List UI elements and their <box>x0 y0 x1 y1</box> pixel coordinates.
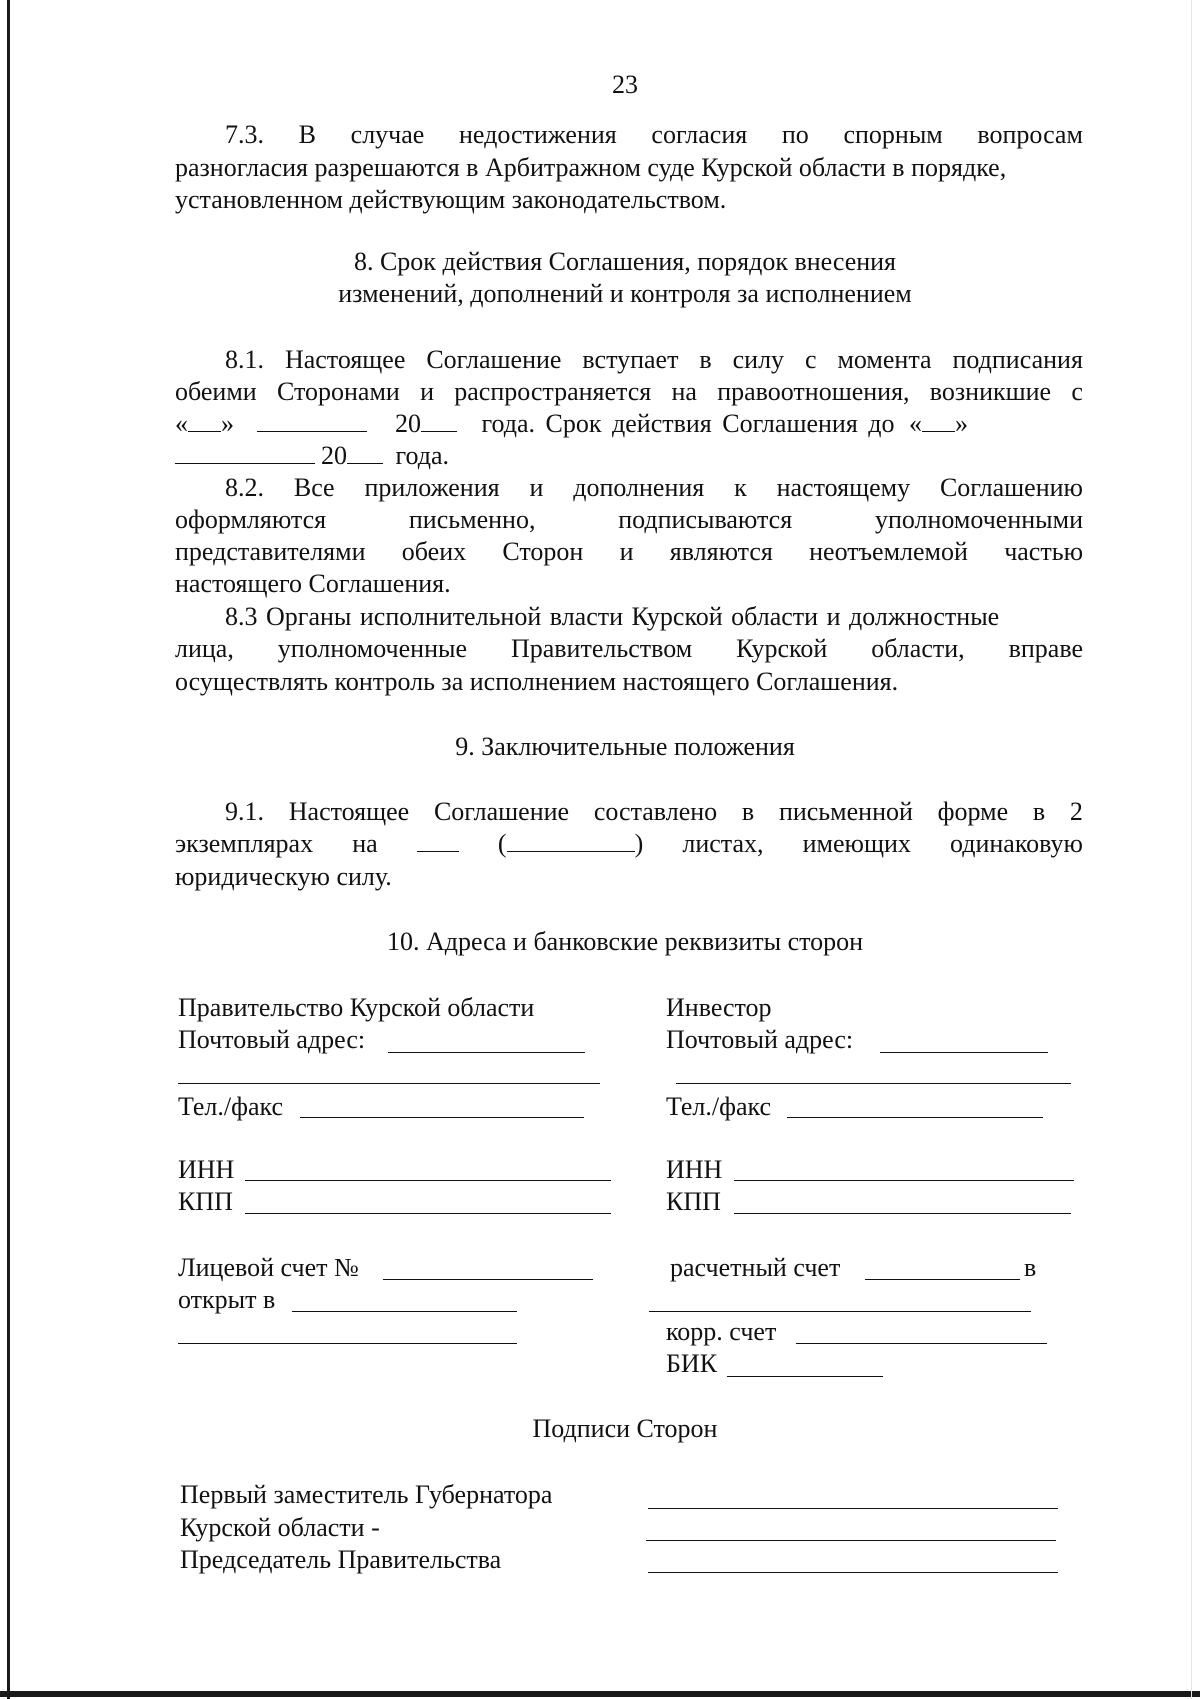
word: Все <box>293 473 335 502</box>
gov-tel-label: Тел./факс <box>178 1092 284 1121</box>
word: Настоящее <box>288 797 410 826</box>
word: 8.1. <box>225 345 264 374</box>
gov-postal-blank-2 <box>178 1083 600 1084</box>
word: вопросам <box>977 120 1083 149</box>
investor-postal-blank-2 <box>676 1083 1071 1084</box>
word: возникшие <box>929 377 1052 406</box>
clause-8-2-line-3 <box>175 537 1083 567</box>
term-text: года. Срок действия Соглашения до <box>481 409 895 438</box>
gov-opened-blank <box>292 1311 517 1312</box>
gov-account-blank <box>383 1279 593 1280</box>
word: 2 <box>1069 797 1083 826</box>
clause-8-3-line-3: осуществлять контроль за исполнением настоящего Соглашения. <box>175 667 899 696</box>
word: 8.2. <box>225 473 264 502</box>
investor-corr-blank <box>796 1343 1047 1344</box>
word: по <box>781 120 809 149</box>
word: правоотношения, <box>717 377 910 406</box>
section-8-heading-line-1: 8. Срок действия Соглашения, порядок внесения <box>353 247 897 276</box>
investor-account-blank <box>865 1279 1020 1280</box>
word: Настоящее <box>284 345 406 374</box>
clause-8-3-line-1: 8.3 Органы исполнительной власти Курской области и должностные <box>225 602 1000 631</box>
word: Соглашению <box>939 473 1083 502</box>
word: 7.3. <box>225 120 264 149</box>
word: лица, <box>175 634 234 663</box>
gov-opened-label: открыт в <box>178 1285 276 1314</box>
clause-9-1-line-2 <box>175 829 1083 859</box>
word: области, <box>871 634 965 663</box>
investor-account-in: в <box>1024 1253 1037 1282</box>
signatory-title-line-1: Первый заместитель Губернатора <box>180 1480 553 1509</box>
date-close-quote: » <box>221 409 234 438</box>
word: и <box>529 473 544 502</box>
gov-opened-blank-2 <box>178 1343 517 1344</box>
word: к <box>734 473 747 502</box>
word: в <box>699 345 712 374</box>
word: обеих <box>401 537 467 566</box>
signature-line-2 <box>646 1540 1056 1541</box>
word: Правительством <box>510 634 693 663</box>
investor-postal-blank <box>880 1052 1048 1053</box>
word: подписания <box>952 345 1083 374</box>
word: и <box>420 377 434 406</box>
word: являются <box>669 537 773 566</box>
gov-kpp-label: КПП <box>178 1187 233 1216</box>
gov-postal-label: Почтовый адрес: <box>178 1025 366 1054</box>
investor-postal-label: Почтовый адрес: <box>666 1025 854 1054</box>
investor-account-blank-2 <box>649 1311 1031 1312</box>
word: момента <box>837 345 932 374</box>
year-blank <box>421 409 457 432</box>
word: уполномоченные <box>277 634 467 663</box>
word-copies: экземплярах <box>175 829 314 858</box>
investor-name: Инвестор <box>666 993 772 1022</box>
word: приложения <box>364 473 500 502</box>
word: с <box>1071 377 1083 406</box>
clause-8-2-line-2 <box>175 505 1083 535</box>
word: силу <box>732 345 785 374</box>
clause-7-3-line-1 <box>225 120 1083 150</box>
term-day-blank <box>922 409 955 432</box>
investor-kpp-label: КПП <box>666 1187 721 1216</box>
clause-8-1-line-3 <box>175 409 1083 439</box>
word: представителями <box>175 537 366 566</box>
word: письменно, <box>408 505 536 534</box>
signatory-title-line-2: Курской области - <box>180 1513 380 1542</box>
word: В <box>298 120 316 149</box>
word: составлено <box>593 797 718 826</box>
signatory-title-line-3: Председатель Правительства <box>180 1545 502 1574</box>
term-month-blank <box>175 441 315 464</box>
month-blank <box>257 409 367 432</box>
gov-inn-blank <box>245 1180 611 1181</box>
clause-9-1-line-1 <box>225 797 1083 827</box>
gov-name: Правительство Курской области <box>178 993 535 1022</box>
signature-line-3 <box>648 1572 1058 1573</box>
word-on: на <box>352 829 378 858</box>
investor-inn-blank <box>734 1180 1074 1181</box>
investor-inn-label: ИНН <box>666 1155 723 1184</box>
gov-account-label: Лицевой счет № <box>178 1253 359 1282</box>
clause-8-1-line-1 <box>225 345 1083 375</box>
investor-kpp-blank <box>734 1213 1071 1214</box>
word: Соглашение <box>433 797 570 826</box>
clause-7-3-line-2: разногласия разрешаются в Арбитражном суде Курской области в порядке, <box>175 153 1007 182</box>
word: распространяется <box>454 377 652 406</box>
clause-8-3-line-2 <box>175 634 1083 664</box>
word: случае <box>350 120 425 149</box>
term-year-prefix: 20 <box>321 441 347 470</box>
word: уполномоченными <box>874 505 1083 534</box>
word: форме <box>937 797 1009 826</box>
sheets-words-blank: ( ) <box>497 829 644 858</box>
gov-postal-blank <box>388 1052 585 1053</box>
word: настоящему <box>776 473 911 502</box>
investor-bik-blank <box>727 1376 883 1377</box>
signatures-heading: Подписи Сторон <box>532 1414 718 1443</box>
word: на <box>671 377 697 406</box>
word: спорным <box>843 120 943 149</box>
word: Курской <box>736 634 828 663</box>
word: оформляются <box>175 505 327 534</box>
term-close-quote: » <box>955 409 969 438</box>
date-open-quote: « <box>175 409 188 438</box>
word: подписываются <box>618 505 793 534</box>
term-year-blank <box>347 441 383 464</box>
scan-border-bottom <box>0 1691 1200 1697</box>
signature-line-1 <box>648 1508 1058 1509</box>
word: Сторонами <box>276 377 400 406</box>
page-number: 23 <box>612 70 638 99</box>
word: согласия <box>651 120 748 149</box>
investor-tel-blank <box>787 1117 1043 1118</box>
investor-corr-label: корр. счет <box>666 1317 777 1346</box>
word: обеими <box>175 377 257 406</box>
term-year-text: года. <box>395 441 450 470</box>
word: 9.1. <box>225 797 264 826</box>
clause-8-2-line-1 <box>225 473 1083 503</box>
clause-8-2-line-4: настоящего Соглашения. <box>175 569 451 598</box>
word: в <box>1032 797 1046 826</box>
day-blank <box>188 409 221 432</box>
investor-account-label: расчетный счет <box>670 1253 841 1282</box>
clause-9-1-line-3: юридическую силу. <box>175 862 392 891</box>
clause-7-3-line-3: установленном действующим законодательством. <box>175 185 727 214</box>
word: письменной <box>778 797 913 826</box>
investor-bik-label: БИК <box>666 1349 718 1378</box>
word-having: имеющих <box>802 829 911 858</box>
word: с <box>804 345 817 374</box>
word: вправе <box>1008 634 1083 663</box>
word: в <box>741 797 755 826</box>
word-sheets: листах, <box>682 829 764 858</box>
clause-8-1-line-4 <box>175 441 449 471</box>
gov-inn-label: ИНН <box>178 1155 235 1184</box>
section-10-heading: 10. Адреса и банковские реквизиты сторон <box>386 927 864 956</box>
term-open-quote: « <box>909 409 923 438</box>
clause-8-1-line-2 <box>175 377 1083 407</box>
word: Сторон <box>502 537 584 566</box>
gov-tel-blank <box>300 1117 584 1118</box>
year-prefix: 20 <box>395 409 421 438</box>
word: Соглашение <box>426 345 562 374</box>
section-8-heading-line-2: изменений, дополнений и контроля за исполнением <box>338 279 912 308</box>
sheets-number-blank <box>417 829 459 852</box>
word: дополнения <box>573 473 705 502</box>
word: неотъемлемой <box>809 537 968 566</box>
investor-tel-label: Тел./факс <box>666 1092 772 1121</box>
word: вступает <box>582 345 679 374</box>
gov-kpp-blank <box>245 1213 611 1214</box>
word-equal: одинаковую <box>950 829 1083 858</box>
word: недостижения <box>458 120 617 149</box>
word: частью <box>1004 537 1083 566</box>
word: и <box>619 537 634 566</box>
section-9-heading: 9. Заключительные положения <box>455 732 795 761</box>
